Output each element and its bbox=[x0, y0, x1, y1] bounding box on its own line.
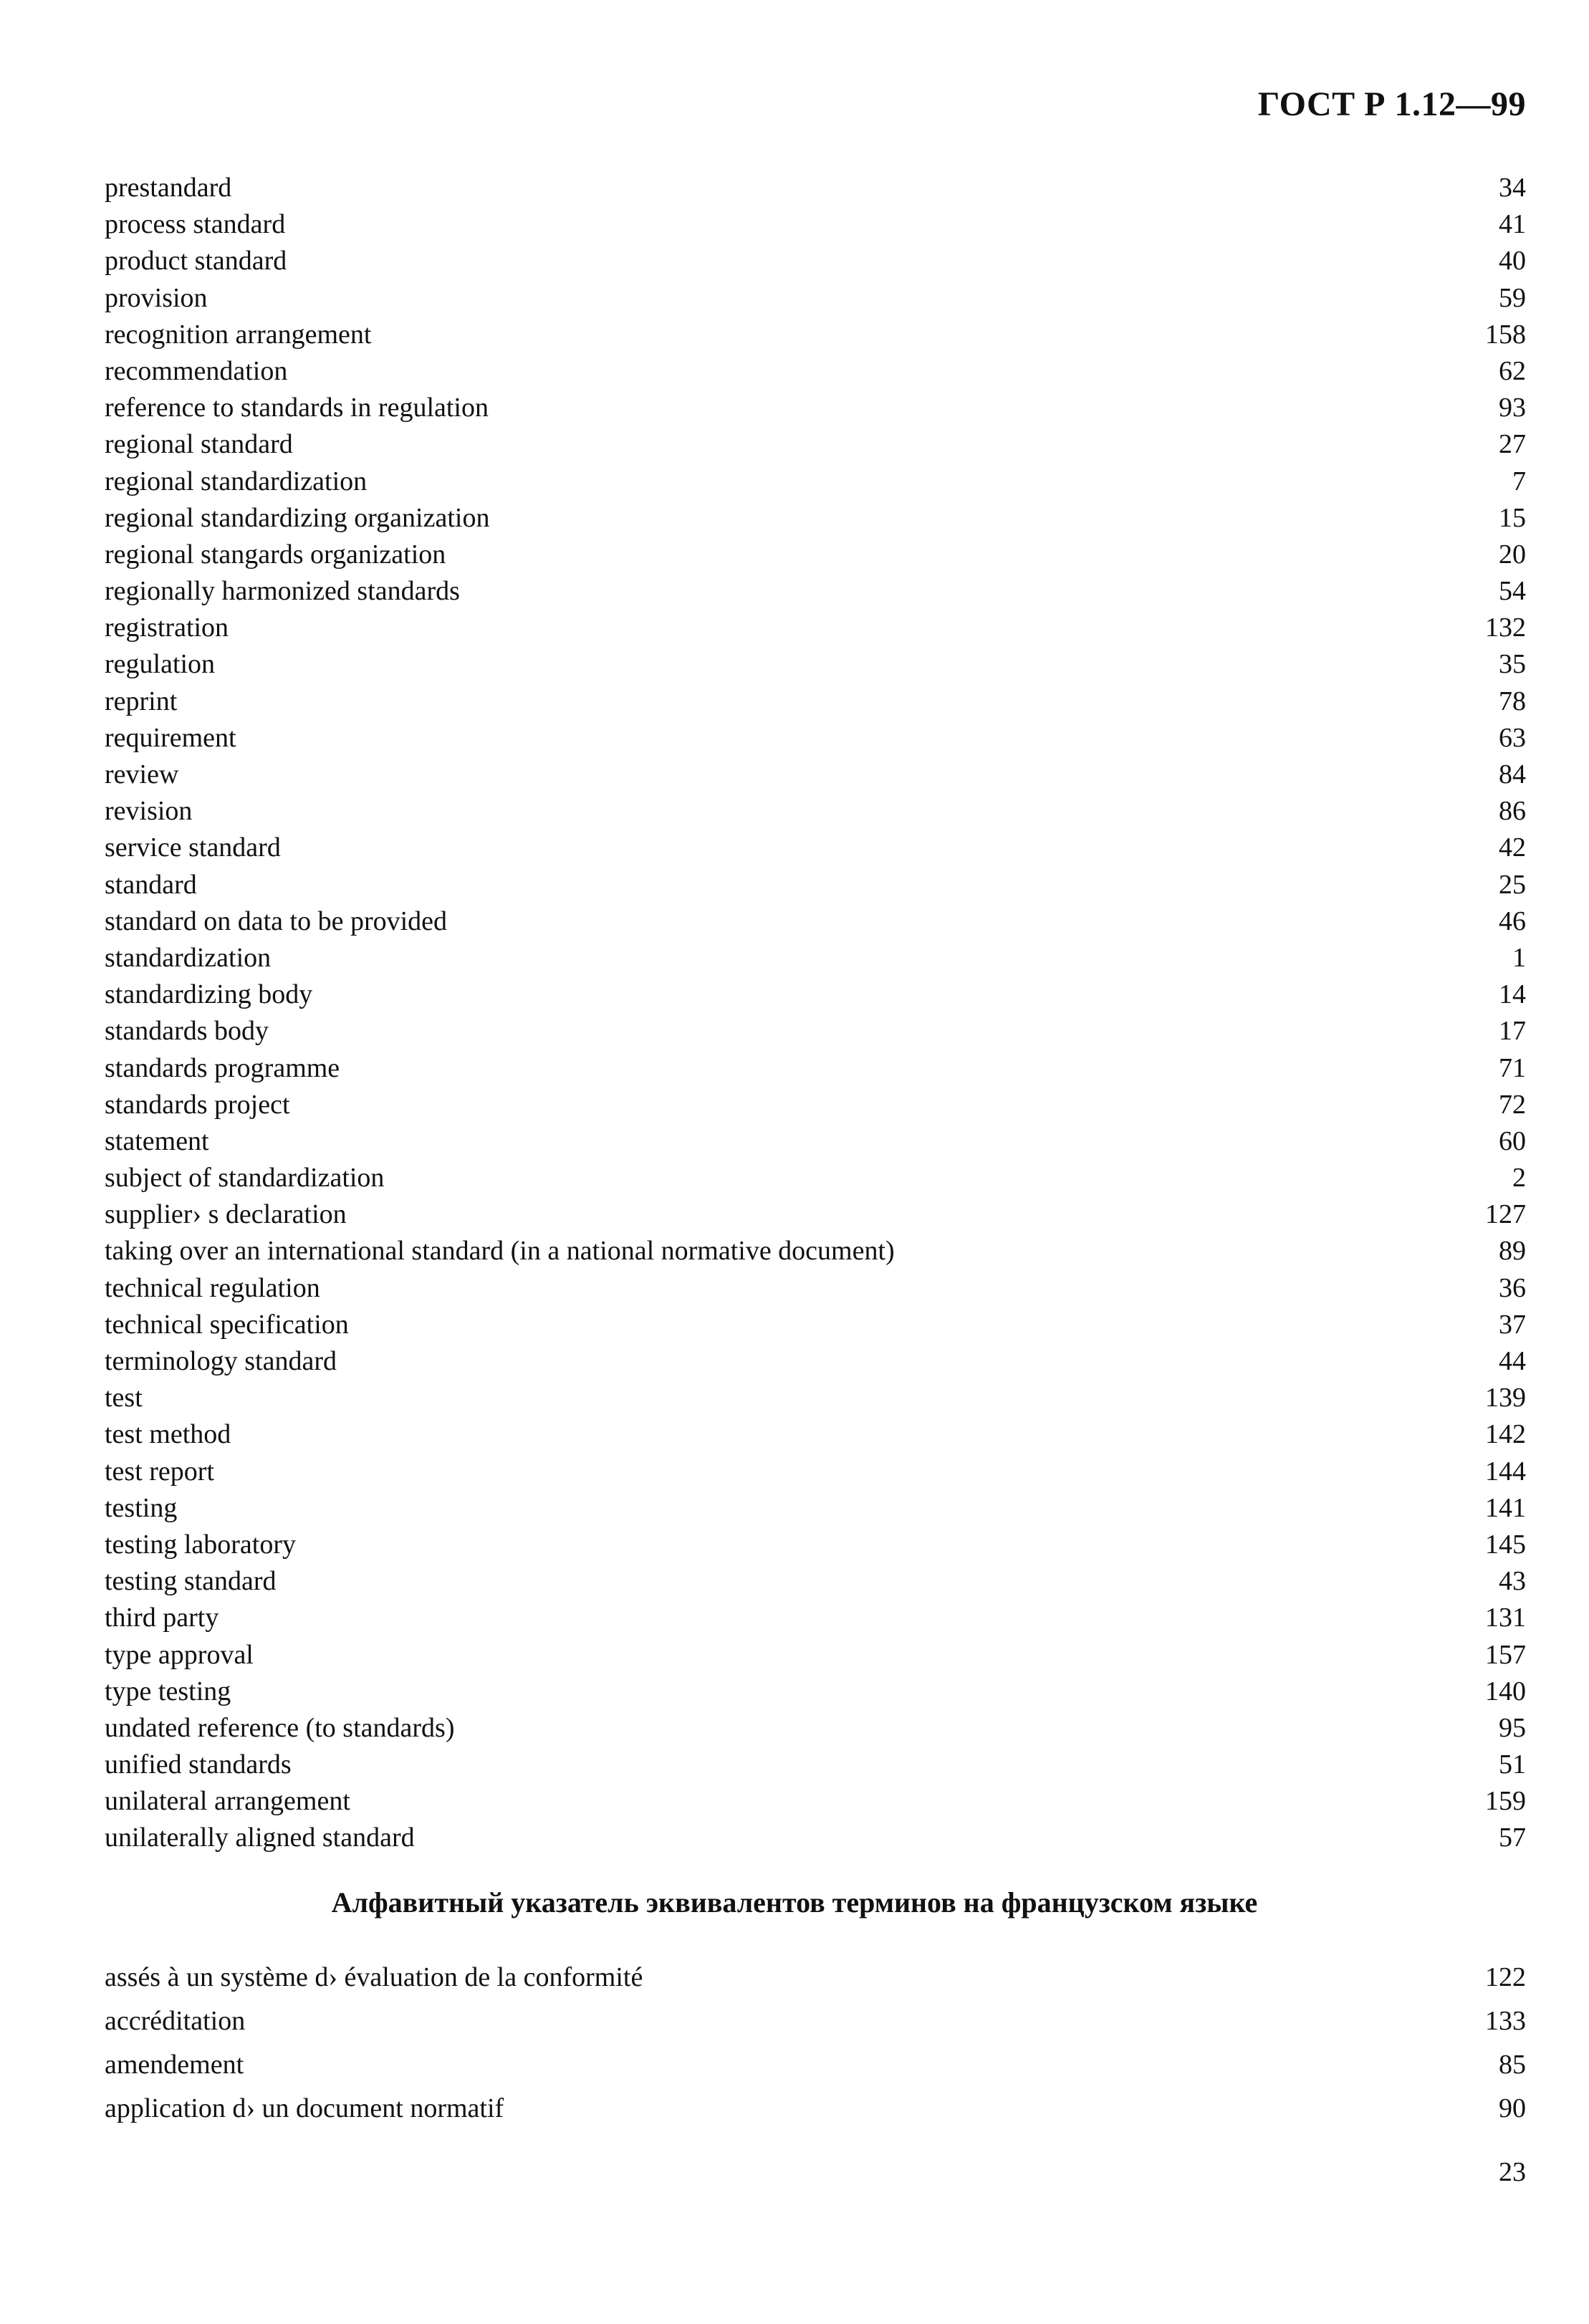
index-term-number: 40 bbox=[1499, 246, 1526, 277]
index-entry bbox=[105, 940, 1526, 976]
index-term: prestandard bbox=[105, 173, 232, 203]
index-term-number: 90 bbox=[1499, 2093, 1526, 2123]
index-term-number: 85 bbox=[1499, 2050, 1526, 2080]
index-term: technical specification bbox=[105, 1309, 349, 1340]
index-entry bbox=[105, 1160, 1526, 1196]
index-term: product standard bbox=[105, 246, 287, 277]
index-entry bbox=[105, 1999, 1526, 2043]
index-term-number: 133 bbox=[1485, 2006, 1526, 2036]
index-term-number: 60 bbox=[1499, 1125, 1526, 1156]
index-term: regulation bbox=[105, 649, 216, 680]
index-entry bbox=[105, 2087, 1526, 2131]
index-term: taking over an international standard (in a national normative document) bbox=[105, 1236, 895, 1267]
index-term: regional standard bbox=[105, 429, 293, 460]
index-entry bbox=[105, 537, 1526, 573]
index-entry bbox=[105, 1747, 1526, 1783]
index-term-number: 17 bbox=[1499, 1016, 1526, 1047]
index-entry bbox=[105, 1637, 1526, 1674]
index-term-number: 89 bbox=[1499, 1236, 1526, 1267]
index-entry bbox=[105, 646, 1526, 683]
index-entry bbox=[105, 830, 1526, 866]
index-term: process standard bbox=[105, 209, 286, 240]
index-term-number: 7 bbox=[1512, 466, 1526, 496]
index-term-number: 93 bbox=[1499, 393, 1526, 423]
index-entry bbox=[105, 390, 1526, 426]
index-term: testing standard bbox=[105, 1566, 277, 1597]
page-number: 23 bbox=[1499, 2157, 1526, 2187]
index-entry bbox=[105, 1343, 1526, 1380]
index-term: standards programme bbox=[105, 1052, 340, 1083]
index-term-number: 44 bbox=[1499, 1346, 1526, 1376]
index-term-number: 63 bbox=[1499, 722, 1526, 753]
index-entry bbox=[105, 757, 1526, 793]
index-term-number: 142 bbox=[1485, 1419, 1526, 1450]
index-term: standard on data to be provided bbox=[105, 906, 448, 936]
index-term: standard bbox=[105, 869, 197, 900]
index-term: technical regulation bbox=[105, 1272, 320, 1303]
index-term: recognition arrangement bbox=[105, 319, 372, 350]
index-entry bbox=[105, 903, 1526, 940]
index-term-number: 62 bbox=[1499, 355, 1526, 386]
index-term-number: 35 bbox=[1499, 649, 1526, 680]
index-term-number: 71 bbox=[1499, 1052, 1526, 1083]
index-term-number: 127 bbox=[1485, 1199, 1526, 1230]
french-term-index bbox=[105, 1956, 1526, 2131]
index-term-number: 72 bbox=[1499, 1089, 1526, 1120]
index-term: test bbox=[105, 1383, 143, 1413]
french-index-heading: Алфавитный указатель эквивалентов терминов на французском языке bbox=[331, 1886, 1258, 1919]
index-term-number: 59 bbox=[1499, 282, 1526, 313]
index-term: provision bbox=[105, 282, 208, 313]
index-entry bbox=[105, 1783, 1526, 1820]
index-term: supplier› s declaration bbox=[105, 1199, 347, 1230]
index-term: reprint bbox=[105, 686, 178, 716]
index-entry bbox=[105, 1123, 1526, 1160]
index-entry bbox=[105, 793, 1526, 830]
index-entry bbox=[105, 1527, 1526, 1563]
index-term: statement bbox=[105, 1125, 209, 1156]
index-term-number: 43 bbox=[1499, 1566, 1526, 1597]
index-term: unilaterally aligned standard bbox=[105, 1823, 415, 1853]
index-term-number: 14 bbox=[1499, 979, 1526, 1010]
index-entry bbox=[105, 1490, 1526, 1527]
index-entry bbox=[105, 280, 1526, 317]
index-term-number: 145 bbox=[1485, 1529, 1526, 1560]
index-term: testing laboratory bbox=[105, 1529, 296, 1560]
index-term: test report bbox=[105, 1456, 215, 1487]
index-term-number: 78 bbox=[1499, 686, 1526, 716]
index-term: terminology standard bbox=[105, 1346, 337, 1376]
index-entry bbox=[105, 1563, 1526, 1600]
index-term: unified standards bbox=[105, 1749, 292, 1780]
index-entry bbox=[105, 720, 1526, 757]
index-term-number: 141 bbox=[1485, 1492, 1526, 1523]
index-entry bbox=[105, 353, 1526, 390]
index-entry bbox=[105, 1956, 1526, 1999]
index-term-number: 37 bbox=[1499, 1309, 1526, 1340]
index-term: undated reference (to standards) bbox=[105, 1712, 455, 1743]
index-term-number: 25 bbox=[1499, 869, 1526, 900]
index-entry bbox=[105, 1820, 1526, 1856]
index-term: assés à un systèmе d› évaluation de la conformité bbox=[105, 1962, 643, 1992]
index-term: accréditation bbox=[105, 2006, 246, 2036]
index-term: standards body bbox=[105, 1016, 269, 1047]
index-term: reference to standards in regulation bbox=[105, 393, 489, 423]
index-term-number: 95 bbox=[1499, 1712, 1526, 1743]
index-term-number: 159 bbox=[1485, 1786, 1526, 1817]
index-entry bbox=[105, 1416, 1526, 1453]
index-entry bbox=[105, 500, 1526, 537]
index-entry bbox=[105, 1196, 1526, 1233]
index-term-number: 15 bbox=[1499, 502, 1526, 533]
index-term: review bbox=[105, 759, 179, 789]
index-entry bbox=[105, 1087, 1526, 1123]
index-term-number: 122 bbox=[1485, 1962, 1526, 1992]
index-term-number: 20 bbox=[1499, 539, 1526, 570]
index-term: regional stangards organization bbox=[105, 539, 446, 570]
index-term-number: 1 bbox=[1512, 942, 1526, 973]
index-entry bbox=[105, 2043, 1526, 2087]
index-term-number: 57 bbox=[1499, 1823, 1526, 1853]
index-term: test method bbox=[105, 1419, 231, 1450]
index-entry bbox=[105, 426, 1526, 463]
index-entry bbox=[105, 1013, 1526, 1050]
index-entry bbox=[105, 1710, 1526, 1747]
index-entry bbox=[105, 1674, 1526, 1710]
index-term-number: 2 bbox=[1512, 1163, 1526, 1194]
index-term-number: 36 bbox=[1499, 1272, 1526, 1303]
index-term: application d› un document normatif bbox=[105, 2093, 504, 2123]
index-term-number: 46 bbox=[1499, 906, 1526, 936]
index-term-number: 158 bbox=[1485, 319, 1526, 350]
index-term-number: 131 bbox=[1485, 1603, 1526, 1633]
index-entry bbox=[105, 1600, 1526, 1636]
index-term: standards project bbox=[105, 1089, 290, 1120]
english-term-index bbox=[105, 170, 1526, 1857]
index-term: type testing bbox=[105, 1676, 231, 1706]
index-term-number: 140 bbox=[1485, 1676, 1526, 1706]
index-term-number: 139 bbox=[1485, 1383, 1526, 1413]
index-term: revision bbox=[105, 796, 193, 827]
index-term-number: 84 bbox=[1499, 759, 1526, 789]
index-term-number: 157 bbox=[1485, 1639, 1526, 1670]
index-entry bbox=[105, 683, 1526, 720]
index-entry bbox=[105, 1380, 1526, 1416]
index-term: unilateral arrangement bbox=[105, 1786, 350, 1817]
document-code: ГОСТ Р 1.12—99 bbox=[1257, 85, 1526, 123]
index-term-number: 41 bbox=[1499, 209, 1526, 240]
index-term: amendement bbox=[105, 2050, 244, 2080]
index-entry bbox=[105, 464, 1526, 500]
index-term-number: 51 bbox=[1499, 1749, 1526, 1780]
index-term: testing bbox=[105, 1492, 178, 1523]
index-term: standardizing body bbox=[105, 979, 313, 1010]
index-term: service standard bbox=[105, 832, 281, 863]
index-entry bbox=[105, 1233, 1526, 1269]
index-entry bbox=[105, 243, 1526, 279]
index-term: regional standardization bbox=[105, 466, 368, 496]
index-term: registration bbox=[105, 613, 229, 643]
index-entry bbox=[105, 317, 1526, 353]
index-term-number: 144 bbox=[1485, 1456, 1526, 1487]
index-term-number: 86 bbox=[1499, 796, 1526, 827]
index-entry bbox=[105, 867, 1526, 903]
index-term: requirement bbox=[105, 722, 236, 753]
index-term: regionally harmonized standards bbox=[105, 576, 460, 607]
index-entry bbox=[105, 1270, 1526, 1307]
index-term: third party bbox=[105, 1603, 219, 1633]
index-term: recommendation bbox=[105, 355, 288, 386]
index-entry bbox=[105, 573, 1526, 610]
index-entry bbox=[105, 1454, 1526, 1490]
index-term: subject of standardization bbox=[105, 1163, 385, 1194]
index-term-number: 54 bbox=[1499, 576, 1526, 607]
index-term: regional standardizing organization bbox=[105, 502, 490, 533]
index-entry bbox=[105, 1050, 1526, 1087]
index-term-number: 42 bbox=[1499, 832, 1526, 863]
index-entry bbox=[105, 610, 1526, 646]
index-term-number: 34 bbox=[1499, 173, 1526, 203]
index-term-number: 27 bbox=[1499, 429, 1526, 460]
index-entry bbox=[105, 170, 1526, 206]
index-term: type approval bbox=[105, 1639, 254, 1670]
index-entry bbox=[105, 206, 1526, 243]
index-entry bbox=[105, 1307, 1526, 1343]
index-term: standardization bbox=[105, 942, 272, 973]
index-entry bbox=[105, 976, 1526, 1013]
index-term-number: 132 bbox=[1485, 613, 1526, 643]
